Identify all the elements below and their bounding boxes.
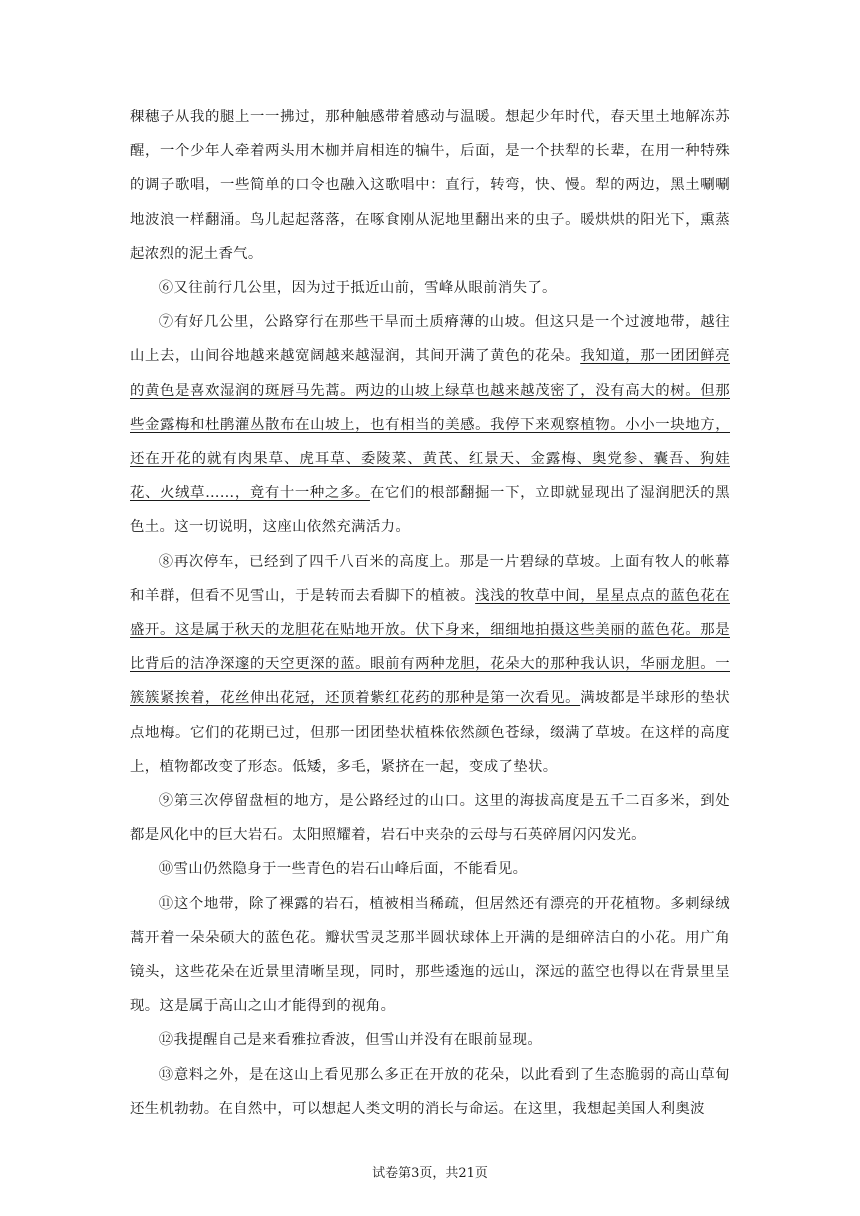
paragraph-text: ⑨第三次停留盘桓的地方，是公路经过的山口。这里的海拔高度是五千二百多米，到处都是风化中的巨大岩石。太阳照耀着，岩石中夹杂的云母与石英碎屑闪闪发光。 xyxy=(130,793,730,844)
paragraph-text: ⑥又往前行几公里，因为过于抵近山前，雪峰从眼前消失了。 xyxy=(158,280,557,297)
paragraph-text: 稞穗子从我的腿上一一拂过，那种触感带着感动与温暖。想起少年时代，春天里土地解冻苏醒，一个少年人牵着两头用木枷并肩相连的犏牛，后面，是一个扶犁的长辈，在用一种特殊的调子歌唱，一些简单的口令也融入这歌唱中：直行，转弯，快、慢。犁的两边，黑土唰唰地波浪一样翻涌。鸟儿起起落落，在啄食刚从泥地里翻出来的虫子。暖烘烘的阳光下，熏蒸起浓烈的泥土香气。 xyxy=(130,109,730,262)
underlined-passage: 浅浅的牧草中间，星星点点的蓝色花在盛开。这是属于秋天的龙胆花在贴地开放。伏下身来，细细地拍摄这些美丽的蓝色花。那是比背后的洁净深邃的天空更深的蓝。眼前有两种龙胆，花朵大的那种我认识，华丽龙胆。一簇簇紧挨着，花丝伸出花冠，还顶着紫红花药的那种是第一次看见。 xyxy=(130,587,730,707)
paragraph-11 xyxy=(130,887,730,1024)
paragraph-10 xyxy=(130,852,730,886)
paragraph-text: ⑪这个地带，除了裸露的岩石，植被相当稀疏，但居然还有漂亮的开花植物。多刺绿绒蒿开着一朵朵硕大的蓝色花。瓣状雪灵芝那半圆状球体上开满的是细碎洁白的小花。用广角镜头，这些花朵在近景里清晰呈现，同时，那些逶迤的远山，深远的蓝空也得以在背景里呈现。这是属于高山之山才能得到的视角。 xyxy=(130,895,730,1015)
paragraph-text: 满坡都是半球形的垫状点地梅。它们的花期已过，但那一团团垫状植株依然颜色苍绿，缀满了草坡。在这样的高度上，植物都改变了形态。低矮，多毛，紧挤在一起，变成了垫状。 xyxy=(130,690,730,775)
page-number-label: 试卷第3页，共21页 xyxy=(372,1166,488,1181)
underlined-passage: 我知道，那一团团鲜亮的黄色是喜欢湿润的斑唇马先蒿。两边的山坡上绿草也越来越茂密了，没有高大的树。但那些金露梅和杜鹃灌丛散布在山坡上，也有相当的美感。我停下来观察植物。小小一块地方，还在开花的就有肉果草、虎耳草、委陵菜、黄芪、红景天、金露梅、奥党参、囊吾、狗娃花、火绒草……，竟有十一种之多。 xyxy=(130,348,730,502)
paragraph-text: ⑧再次停车，已经到了四千八百米的高度上。那是一片碧绿的草坡。上面有牧人的帐幕和羊群，但看不见雪山，于是转而去看脚下的植被。 xyxy=(130,553,730,604)
paragraph-5-continuation xyxy=(130,100,730,271)
paragraph-text: 在它们的根部翻掘一下，立即就显现出了湿润肥沃的黑色土。这一切说明，这座山依然充满活力。 xyxy=(130,485,730,536)
paragraph-text: ⑦有好几公里，公路穿行在那些干旱而土质瘠薄的山坡。但这只是一个过渡地带，越往山上去，山间谷地越来越宽阔越来越湿润，其间开满了黄色的花朵。 xyxy=(130,314,730,365)
paragraph-9 xyxy=(130,784,730,852)
paragraph-12 xyxy=(130,1023,730,1057)
paragraph-text: ⑫我提醒自己是来看雅拉香波，但雪山并没有在眼前显现。 xyxy=(158,1032,543,1049)
page-footer xyxy=(0,1162,860,1181)
paragraph-8 xyxy=(130,545,730,784)
paragraph-text: ⑬意料之外，是在这山上看见那么多正在开放的花朵，以此看到了生态脆弱的高山草甸还生机勃勃。在自然中，可以想起人类文明的消长与命运。在这里，我想起美国人利奥波 xyxy=(130,1066,730,1117)
paragraph-13 xyxy=(130,1058,730,1126)
paragraph-6 xyxy=(130,271,730,305)
paragraph-text: ⑩雪山仍然隐身于一些青色的岩石山峰后面，不能看见。 xyxy=(158,861,528,878)
paragraph-7 xyxy=(130,305,730,544)
document-body xyxy=(130,100,730,1126)
